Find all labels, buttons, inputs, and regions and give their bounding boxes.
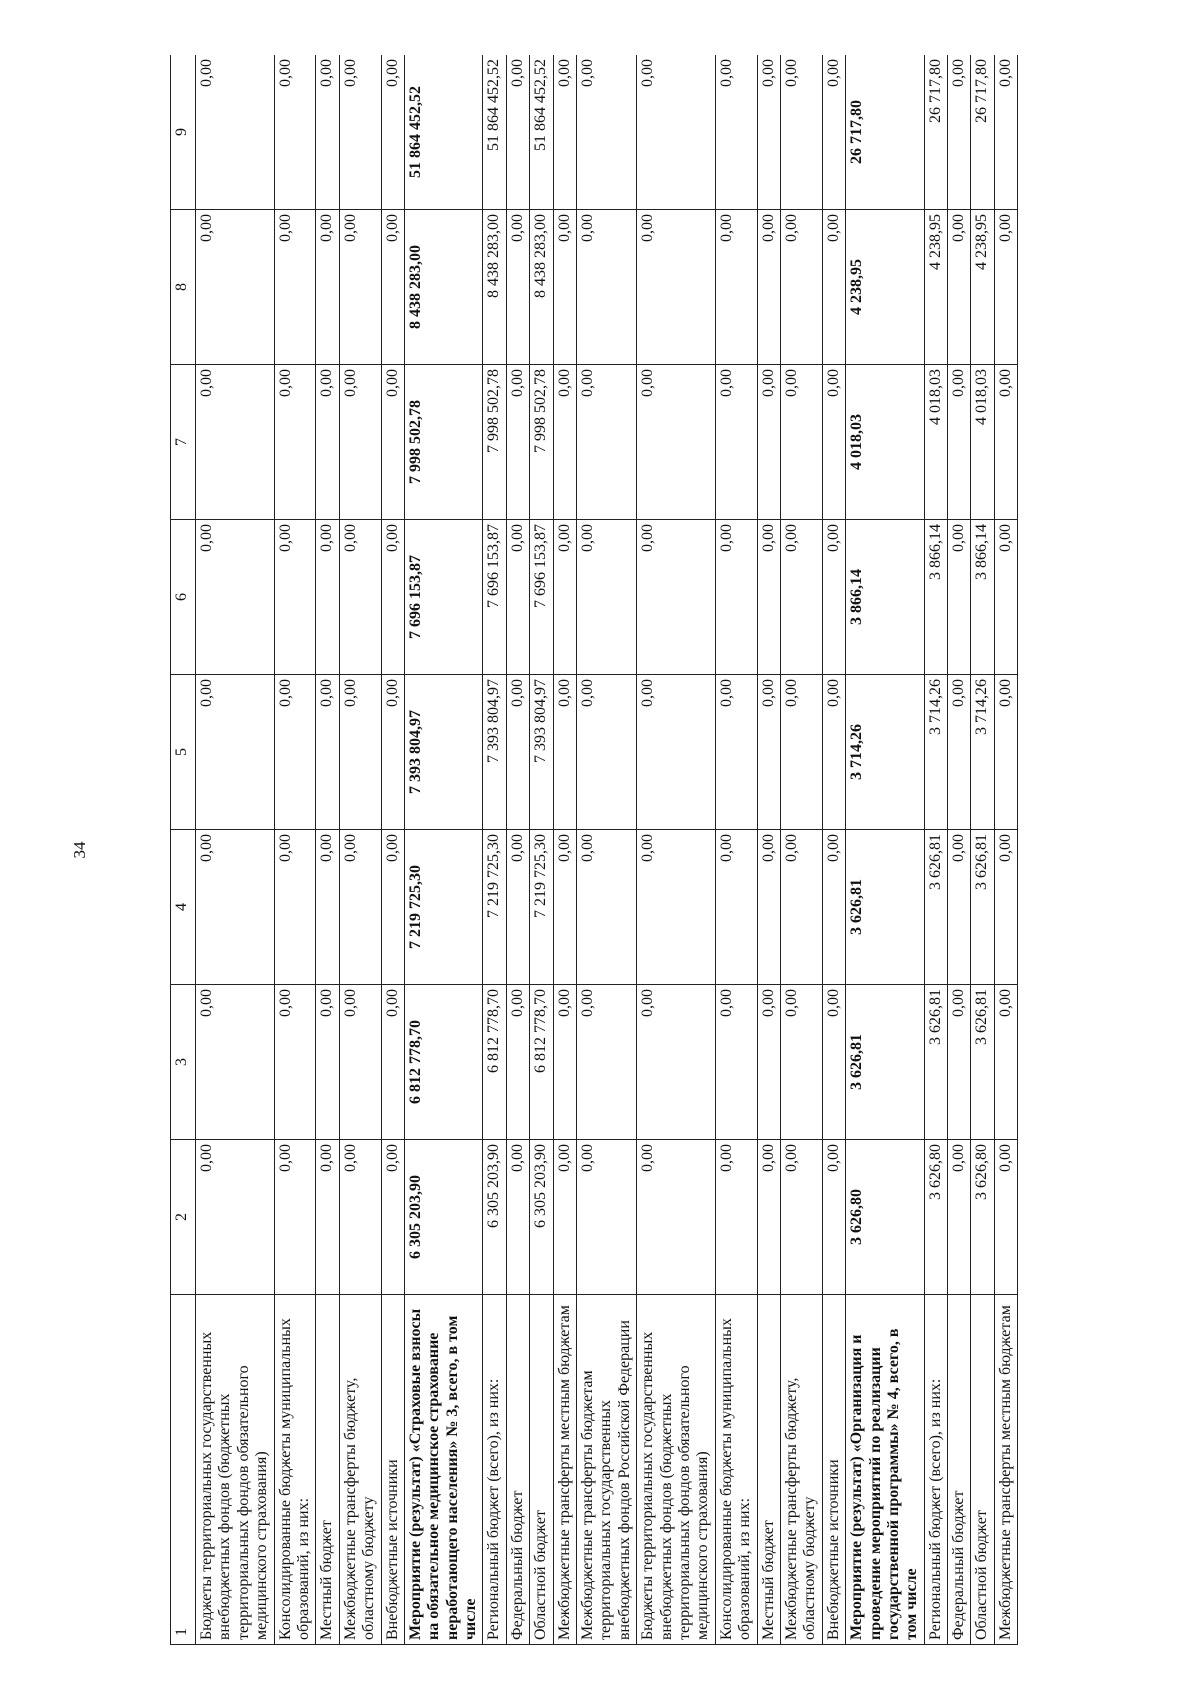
column-header: 1	[171, 1295, 196, 1645]
value-cell: 0,00	[822, 520, 845, 675]
value-cell: 0,00	[715, 985, 757, 1140]
rotated-table-container	[170, 55, 1144, 1645]
value-cell: 0,00	[948, 55, 971, 210]
value-cell: 51 864 452,52	[404, 55, 483, 210]
value-cell: 0,00	[553, 830, 576, 985]
value-cell: 0,00	[822, 830, 845, 985]
value-cell: 4 238,95	[971, 210, 994, 365]
table-row	[483, 55, 506, 1645]
table-row	[637, 55, 716, 1645]
value-cell: 0,00	[553, 210, 576, 365]
value-cell: 0,00	[757, 365, 780, 520]
column-header: 5	[171, 675, 196, 830]
value-cell: 6 812 778,70	[530, 985, 553, 1140]
value-cell: 7 998 502,78	[483, 365, 506, 520]
value-cell: 0,00	[948, 985, 971, 1140]
value-cell: 0,00	[780, 365, 822, 520]
value-cell: 0,00	[339, 365, 381, 520]
row-label: Бюджеты территориальных государственных внебюджетных фондов (бюджетных территориальных фондов обязательного медицинского страхования)	[196, 1295, 275, 1645]
value-cell: 0,00	[577, 985, 637, 1140]
value-cell: 0,00	[553, 55, 576, 210]
row-label: Региональный бюджет (всего), из них:	[924, 1295, 947, 1645]
value-cell: 0,00	[274, 365, 316, 520]
value-cell: 4 018,03	[924, 365, 947, 520]
value-cell: 0,00	[316, 1140, 339, 1295]
value-cell: 7 219 725,30	[530, 830, 553, 985]
value-cell: 0,00	[381, 55, 404, 210]
table-row	[924, 55, 947, 1645]
value-cell: 6 305 203,90	[483, 1140, 506, 1295]
value-cell: 6 305 203,90	[530, 1140, 553, 1295]
value-cell: 3 626,80	[971, 1140, 994, 1295]
value-cell: 0,00	[339, 675, 381, 830]
value-cell: 0,00	[577, 210, 637, 365]
value-cell: 7 696 153,87	[404, 520, 483, 675]
row-label: Местный бюджет	[757, 1295, 780, 1645]
value-cell: 0,00	[637, 985, 716, 1140]
value-cell: 7 393 804,97	[483, 675, 506, 830]
row-label: Бюджеты территориальных государственных внебюджетных фондов (бюджетных территориальных фондов обязательного медицинского страхования)	[637, 1295, 716, 1645]
value-cell: 0,00	[994, 985, 1017, 1140]
value-cell: 0,00	[637, 675, 716, 830]
value-cell: 0,00	[381, 675, 404, 830]
value-cell: 0,00	[994, 55, 1017, 210]
row-label: Местный бюджет	[316, 1295, 339, 1645]
column-header: 7	[171, 365, 196, 520]
value-cell: 0,00	[757, 1140, 780, 1295]
table-row	[274, 55, 316, 1645]
value-cell: 0,00	[339, 985, 381, 1140]
value-cell: 0,00	[274, 55, 316, 210]
value-cell: 0,00	[506, 55, 529, 210]
value-cell: 3 714,26	[846, 675, 925, 830]
value-cell: 0,00	[274, 985, 316, 1140]
value-cell: 0,00	[948, 365, 971, 520]
value-cell: 0,00	[948, 210, 971, 365]
value-cell: 26 717,80	[971, 55, 994, 210]
value-cell: 0,00	[274, 520, 316, 675]
value-cell: 26 717,80	[846, 55, 925, 210]
value-cell: 0,00	[715, 675, 757, 830]
value-cell: 0,00	[274, 210, 316, 365]
value-cell: 0,00	[715, 55, 757, 210]
value-cell: 0,00	[637, 55, 716, 210]
value-cell: 0,00	[715, 520, 757, 675]
value-cell: 0,00	[780, 675, 822, 830]
value-cell: 0,00	[506, 1140, 529, 1295]
value-cell: 4 018,03	[846, 365, 925, 520]
value-cell: 0,00	[196, 1140, 275, 1295]
value-cell: 3 626,81	[971, 985, 994, 1140]
row-label: Межбюджетные трансферты местным бюджетам	[994, 1295, 1017, 1645]
value-cell: 4 018,03	[971, 365, 994, 520]
value-cell: 0,00	[196, 520, 275, 675]
table-row	[757, 55, 780, 1645]
value-cell: 0,00	[196, 210, 275, 365]
table-row	[846, 55, 925, 1645]
value-cell: 0,00	[316, 675, 339, 830]
value-cell: 0,00	[506, 985, 529, 1140]
row-label: Областной бюджет	[971, 1295, 994, 1645]
value-cell: 0,00	[822, 365, 845, 520]
value-cell: 0,00	[196, 830, 275, 985]
table-row	[530, 55, 553, 1645]
row-label: Мероприятие (результат) «Страховые взносы на обязательное медицинское страхование неработающего населения» № 3, всего, в том числе	[404, 1295, 483, 1645]
value-cell: 0,00	[577, 520, 637, 675]
column-header: 4	[171, 830, 196, 985]
value-cell: 0,00	[339, 210, 381, 365]
value-cell: 7 219 725,30	[483, 830, 506, 985]
value-cell: 7 696 153,87	[483, 520, 506, 675]
row-label: Консолидированные бюджеты муниципальных образований, из них:	[274, 1295, 316, 1645]
value-cell: 0,00	[506, 520, 529, 675]
value-cell: 0,00	[196, 985, 275, 1140]
value-cell: 0,00	[316, 830, 339, 985]
value-cell: 0,00	[948, 830, 971, 985]
value-cell: 6 305 203,90	[404, 1140, 483, 1295]
value-cell: 0,00	[577, 365, 637, 520]
value-cell: 0,00	[822, 210, 845, 365]
value-cell: 8 438 283,00	[530, 210, 553, 365]
value-cell: 0,00	[780, 210, 822, 365]
table-body	[196, 55, 1018, 1645]
value-cell: 3 626,81	[924, 985, 947, 1140]
table-row	[994, 55, 1017, 1645]
value-cell: 0,00	[339, 55, 381, 210]
value-cell: 0,00	[948, 675, 971, 830]
value-cell: 0,00	[948, 520, 971, 675]
value-cell: 0,00	[339, 1140, 381, 1295]
value-cell: 0,00	[381, 520, 404, 675]
value-cell: 6 812 778,70	[483, 985, 506, 1140]
value-cell: 3 866,14	[924, 520, 947, 675]
value-cell: 0,00	[948, 1140, 971, 1295]
value-cell: 8 438 283,00	[483, 210, 506, 365]
table-row	[196, 55, 275, 1645]
value-cell: 0,00	[274, 675, 316, 830]
value-cell: 0,00	[553, 520, 576, 675]
value-cell: 4 238,95	[846, 210, 925, 365]
row-label: Межбюджетные трансферты бюджету, областному бюджету	[339, 1295, 381, 1645]
value-cell: 7 998 502,78	[530, 365, 553, 520]
table-row	[553, 55, 576, 1645]
value-cell: 0,00	[715, 365, 757, 520]
value-cell: 0,00	[715, 830, 757, 985]
row-label: Федеральный бюджет	[948, 1295, 971, 1645]
value-cell: 3 714,26	[924, 675, 947, 830]
value-cell: 0,00	[822, 675, 845, 830]
row-label: Межбюджетные трансферты бюджету, областному бюджету	[780, 1295, 822, 1645]
value-cell: 6 812 778,70	[404, 985, 483, 1140]
value-cell: 0,00	[637, 520, 716, 675]
value-cell: 3 626,81	[924, 830, 947, 985]
table-row	[715, 55, 757, 1645]
value-cell: 0,00	[822, 1140, 845, 1295]
value-cell: 0,00	[757, 830, 780, 985]
value-cell: 7 696 153,87	[530, 520, 553, 675]
value-cell: 0,00	[780, 520, 822, 675]
value-cell: 0,00	[715, 1140, 757, 1295]
table-row	[822, 55, 845, 1645]
table-row	[971, 55, 994, 1645]
row-label: Мероприятие (результат) «Организация и проведение мероприятий по реализации государственной программы» № 4, всего, в том числе	[846, 1295, 925, 1645]
budget-table	[170, 55, 1018, 1645]
value-cell: 8 438 283,00	[404, 210, 483, 365]
value-cell: 7 393 804,97	[404, 675, 483, 830]
value-cell: 0,00	[994, 1140, 1017, 1295]
value-cell: 0,00	[316, 365, 339, 520]
value-cell: 3 626,81	[846, 985, 925, 1140]
value-cell: 3 714,26	[971, 675, 994, 830]
value-cell: 0,00	[637, 210, 716, 365]
value-cell: 7 393 804,97	[530, 675, 553, 830]
table-row	[381, 55, 404, 1645]
value-cell: 0,00	[339, 520, 381, 675]
value-cell: 51 864 452,52	[530, 55, 553, 210]
value-cell: 0,00	[757, 675, 780, 830]
value-cell: 0,00	[553, 985, 576, 1140]
value-cell: 3 626,81	[971, 830, 994, 985]
value-cell: 7 998 502,78	[404, 365, 483, 520]
page-number: 34	[70, 841, 89, 859]
value-cell: 0,00	[339, 830, 381, 985]
value-cell: 0,00	[577, 1140, 637, 1295]
value-cell: 0,00	[381, 365, 404, 520]
value-cell: 0,00	[757, 985, 780, 1140]
column-header: 9	[171, 55, 196, 210]
value-cell: 0,00	[506, 830, 529, 985]
row-label: Внебюджетные источники	[822, 1295, 845, 1645]
table-row	[577, 55, 637, 1645]
value-cell: 0,00	[381, 985, 404, 1140]
row-label: Внебюджетные источники	[381, 1295, 404, 1645]
row-label: Межбюджетные трансферты местным бюджетам	[553, 1295, 576, 1645]
value-cell: 0,00	[506, 365, 529, 520]
value-cell: 3 626,81	[846, 830, 925, 985]
value-cell: 0,00	[757, 55, 780, 210]
value-cell: 0,00	[381, 210, 404, 365]
table-row	[339, 55, 381, 1645]
value-cell: 0,00	[381, 830, 404, 985]
table-row	[948, 55, 971, 1645]
value-cell: 0,00	[316, 210, 339, 365]
value-cell: 0,00	[780, 55, 822, 210]
value-cell: 0,00	[553, 675, 576, 830]
value-cell: 0,00	[274, 1140, 316, 1295]
column-header: 2	[171, 1140, 196, 1295]
value-cell: 0,00	[822, 985, 845, 1140]
row-label: Межбюджетные трансферты бюджетам территориальных государственных внебюджетных фондов Российской Федерации	[577, 1295, 637, 1645]
value-cell: 0,00	[577, 55, 637, 210]
table-row	[506, 55, 529, 1645]
value-cell: 0,00	[637, 365, 716, 520]
value-cell: 0,00	[780, 1140, 822, 1295]
value-cell: 3 866,14	[971, 520, 994, 675]
value-cell: 0,00	[994, 520, 1017, 675]
value-cell: 0,00	[316, 520, 339, 675]
value-cell: 0,00	[994, 830, 1017, 985]
row-label: Областной бюджет	[530, 1295, 553, 1645]
value-cell: 0,00	[196, 365, 275, 520]
value-cell: 0,00	[577, 830, 637, 985]
table-row	[780, 55, 822, 1645]
value-cell: 0,00	[553, 1140, 576, 1295]
value-cell: 0,00	[316, 985, 339, 1140]
value-cell: 0,00	[994, 210, 1017, 365]
table-row	[404, 55, 483, 1645]
table-row	[316, 55, 339, 1645]
value-cell: 4 238,95	[924, 210, 947, 365]
value-cell: 3 626,80	[924, 1140, 947, 1295]
column-header: 8	[171, 210, 196, 365]
row-label: Федеральный бюджет	[506, 1295, 529, 1645]
value-cell: 0,00	[637, 1140, 716, 1295]
row-label: Консолидированные бюджеты муниципальных образований, из них:	[715, 1295, 757, 1645]
value-cell: 0,00	[994, 365, 1017, 520]
value-cell: 0,00	[274, 830, 316, 985]
value-cell: 0,00	[780, 985, 822, 1140]
value-cell: 0,00	[506, 675, 529, 830]
value-cell: 0,00	[577, 675, 637, 830]
column-header: 6	[171, 520, 196, 675]
value-cell: 0,00	[822, 55, 845, 210]
column-header: 3	[171, 985, 196, 1140]
column-number-row	[171, 55, 196, 1645]
value-cell: 0,00	[757, 210, 780, 365]
value-cell: 0,00	[506, 210, 529, 365]
value-cell: 3 626,80	[846, 1140, 925, 1295]
value-cell: 0,00	[994, 675, 1017, 830]
rotated-page-content	[170, 55, 1144, 1645]
value-cell: 0,00	[316, 55, 339, 210]
value-cell: 26 717,80	[924, 55, 947, 210]
row-label: Региональный бюджет (всего), из них:	[483, 1295, 506, 1645]
value-cell: 0,00	[757, 520, 780, 675]
value-cell: 7 219 725,30	[404, 830, 483, 985]
value-cell: 0,00	[780, 830, 822, 985]
value-cell: 0,00	[637, 830, 716, 985]
value-cell: 3 866,14	[846, 520, 925, 675]
value-cell: 51 864 452,52	[483, 55, 506, 210]
value-cell: 0,00	[196, 55, 275, 210]
value-cell: 0,00	[553, 365, 576, 520]
value-cell: 0,00	[381, 1140, 404, 1295]
value-cell: 0,00	[715, 210, 757, 365]
value-cell: 0,00	[196, 675, 275, 830]
